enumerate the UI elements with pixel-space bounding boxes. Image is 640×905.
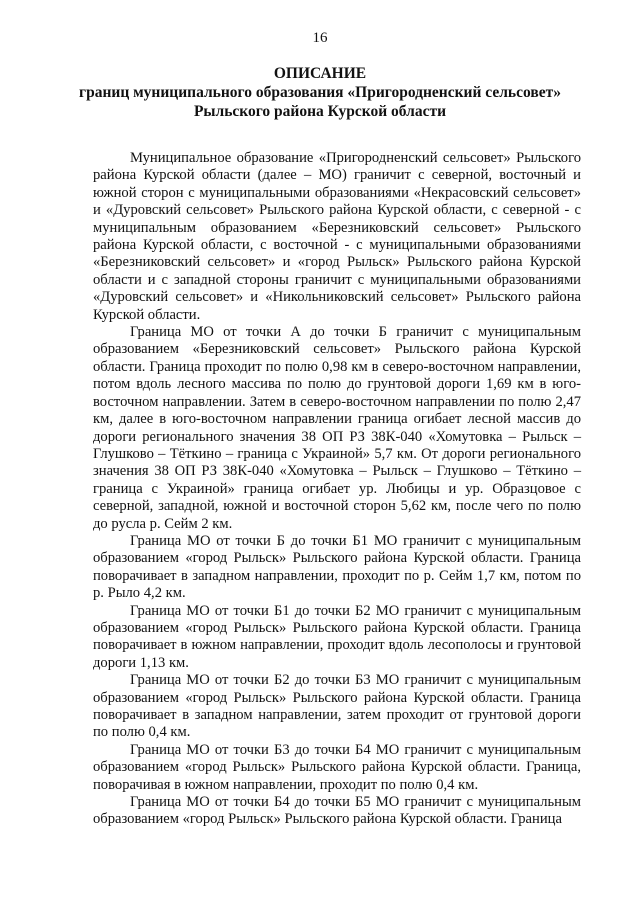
- title-heading: ОПИСАНИЕ: [273, 65, 367, 82]
- document-body: [93, 150, 581, 829]
- paragraph-boundary-b1-b2: Граница МО от точки Б1 до точки Б2 МО граничит с муниципальным образованием «город Рыльск» Рыльского района Курской области. Граница поворачивает в южном направлении, проходит вдоль лесополосы и грунтовой дороги 1,13 км.: [93, 602, 581, 671]
- page-number: 16: [312, 30, 328, 46]
- paragraph-boundary-b4-b5: Граница МО от точки Б4 до точки Б5 МО граничит с муниципальным образованием «город Рыльск» Рыльского района Курской области. Граница: [93, 794, 581, 828]
- paragraph-boundary-b3-b4: Граница МО от точки Б3 до точки Б4 МО граничит с муниципальным образованием «город Рыльск» Рыльского района Курской области. Граница, поворачивая в южном направлении, проходит по полю 0,4 км.: [93, 741, 581, 793]
- paragraph-intro: Муниципальное образование «Пригородненский сельсовет» Рыльского района Курской области (далее – МО) граничит с северной, восточный и южной сторон с муниципальными образованиями «Некрасовский сельсовет» и «Дуровский сельсовет» Рыльского района Курской области, с северной - с муниципальным образованием «Березниковский сельсовет» Рыльского района Курской области, с восточной - с муниципальными образованиями «Березниковский сельсовет» и «город Рыльск» Рыльского района Курской области и с западной стороны граничит с муниципальными образованиями «Дуровский сельсовет» и «Никольниковский сельсовет» Рыльского района Курской области.: [93, 150, 581, 323]
- paragraph-boundary-a-b: Граница МО от точки А до точки Б граничит с муниципальным образованием «Березниковский сельсовет» Рыльского района Курской области. Граница проходит по полю 0,98 км в северо-восточном направлении, потом вдоль лесного массива по полю до грунтовой дороги 1,69 км в юго-восточном направлении. Затем в северо-восточном направлении по полю 2,47 км, далее в юго-восточном направлении граница огибает лесной массив до дороги регионального значения 38 ОП РЗ 38К-040 «Хомутовка – Рыльск – Глушково – Тёткино – граница с Украиной» 5,7 км. От дороги регионального значения 38 ОП РЗ 38К-040 «Хомутовка – Рыльск – Глушково – Тёткино – граница с Украиной» граница огибает ур. Любицы и ур. Образцовое с северной, западной, южной и восточной сторон 5,62 км, после чего по полю до русла р. Сейм 2 км.: [93, 324, 581, 532]
- title-subheading: границ муниципального образования «Пригородненский сельсовет»: [79, 84, 561, 101]
- document-title: [60, 64, 580, 121]
- paragraph-boundary-b2-b3: Граница МО от точки Б2 до точки Б3 МО граничит с муниципальным образованием «город Рыльск» Рыльского района Курской области. Граница поворачивает в западном направлении, затем проходит от грунтовой дороги по полю 0,4 км.: [93, 672, 581, 741]
- paragraph-boundary-b-b1: Граница МО от точки Б до точки Б1 МО граничит с муниципальным образованием «город Рыльск» Рыльского района Курской области. Граница поворачивает в западном направлении, проходит по р. Сейм 1,7 км, потом по р. Рыло 4,2 км.: [93, 532, 581, 602]
- title-region: Рыльского района Курской области: [193, 103, 447, 120]
